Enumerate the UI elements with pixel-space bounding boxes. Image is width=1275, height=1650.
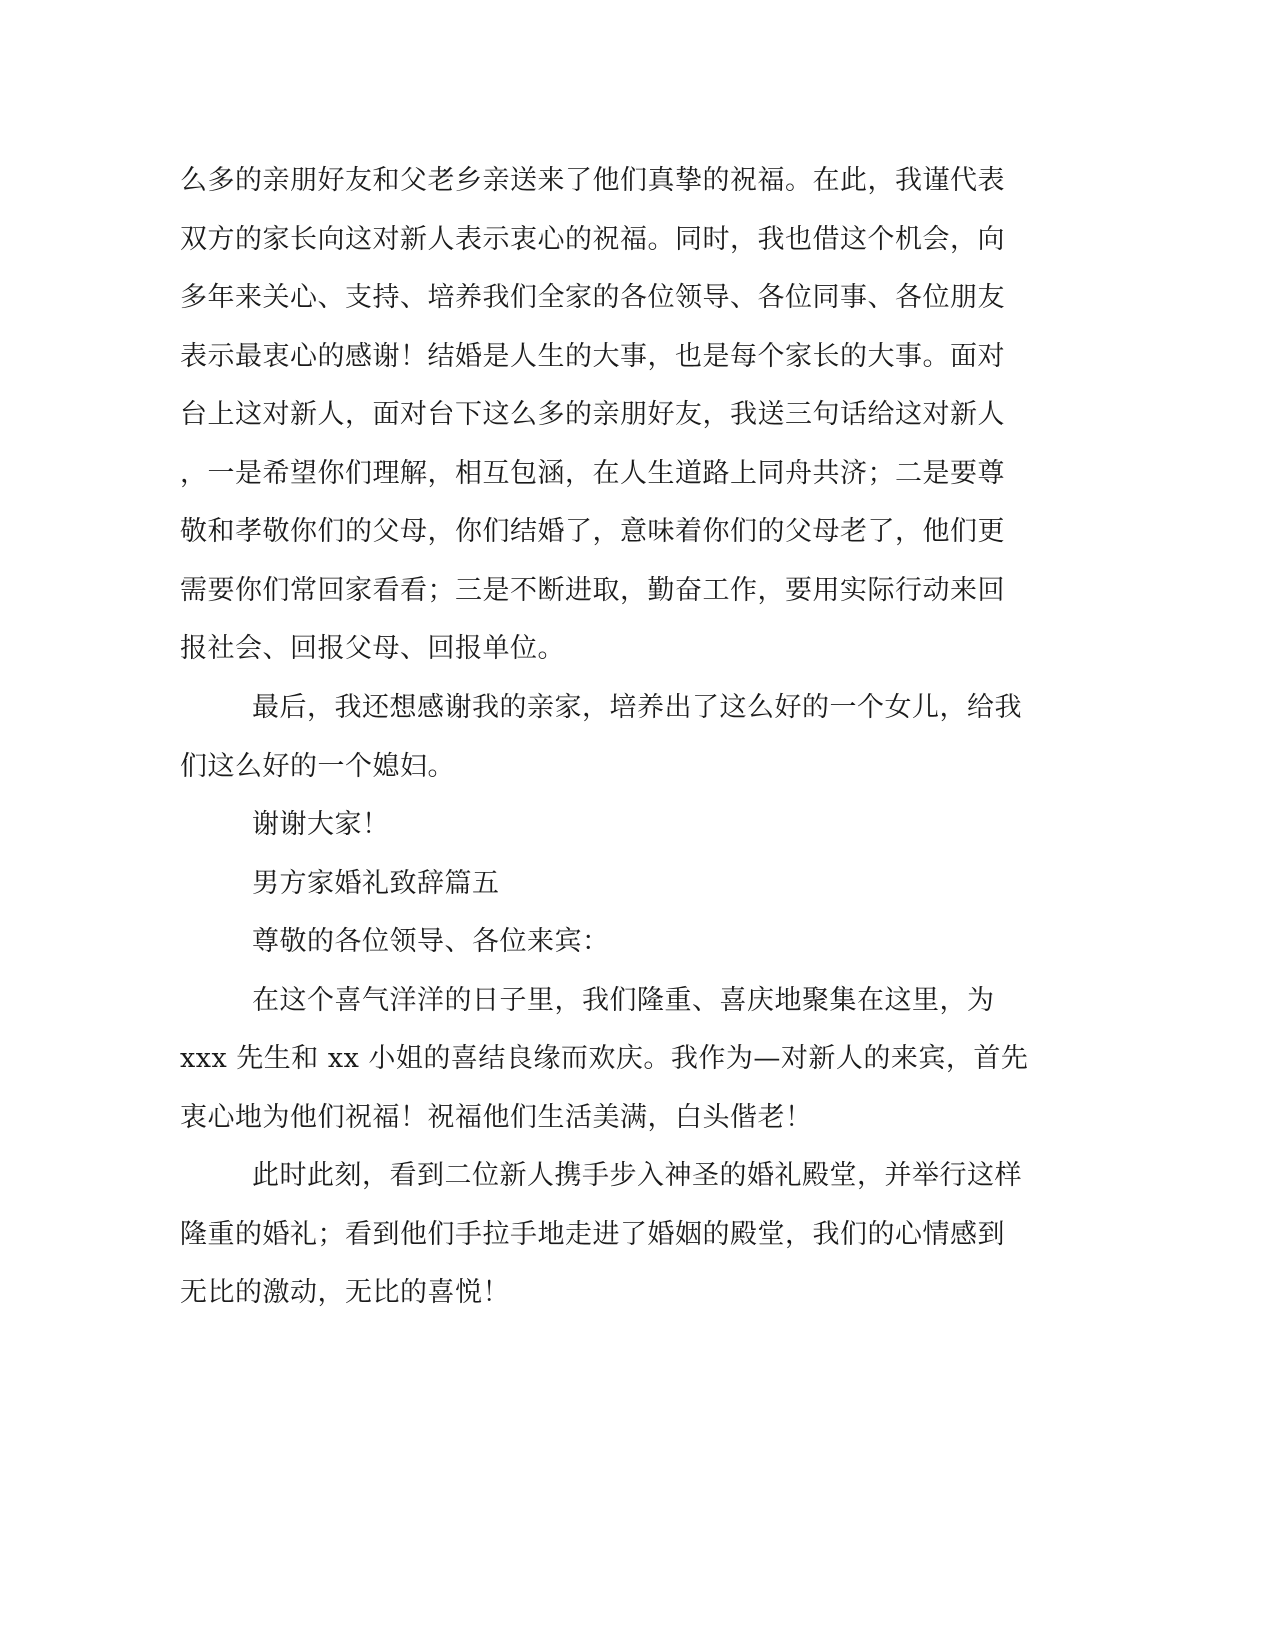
paragraph-first-line: 最后，我还想感谢我的亲家，培养出了这么好的一个女儿，给我 [252, 692, 1022, 723]
text-line: 么多的亲朋好友和父老乡亲送来了他们真挚的祝福。在此，我谨代表 [180, 165, 1005, 196]
text-line: 敬和孝敬你们的父母，你们结婚了，意味着你们的父母老了，他们更 [180, 516, 1005, 547]
salutation: 尊敬的各位领导、各位来宾： [252, 926, 610, 957]
text-line: 表示最衷心的感谢！结婚是人生的大事，也是每个家长的大事。面对 [180, 341, 1005, 372]
paragraph-first-line: 此时此刻，看到二位新人携手步入神圣的婚礼殿堂，并举行这样 [252, 1160, 1022, 1191]
text-line: 无比的激动，无比的喜悦！ [180, 1277, 510, 1308]
text-line: 们这么好的一个媳妇。 [180, 751, 455, 782]
text-line: 多年来关心、支持、培养我们全家的各位领导、各位同事、各位朋友 [180, 282, 1005, 313]
closing-thanks: 谢谢大家！ [252, 809, 390, 840]
text-line: 报社会、回报父母、回报单位。 [180, 633, 565, 664]
section-heading: 男方家婚礼致辞篇五 [252, 868, 500, 899]
paragraph-first-line: 在这个喜气洋洋的日子里，我们隆重、喜庆地聚集在这里，为 [252, 985, 995, 1016]
text-line: 衷心地为他们祝福！祝福他们生活美满，白头偕老！ [180, 1102, 813, 1133]
text-line: 隆重的婚礼；看到他们手拉手地走进了婚姻的殿堂，我们的心情感到 [180, 1219, 1005, 1250]
text-line: 双方的家长向这对新人表示衷心的祝福。同时，我也借这个机会，向 [180, 224, 1005, 255]
text-line: ，一是希望你们理解，相互包涵，在人生道路上同舟共济；二是要尊 [180, 458, 1005, 489]
text-line: 台上这对新人，面对台下这么多的亲朋好友，我送三句话给这对新人 [180, 399, 1005, 430]
text-line: 需要你们常回家看看；三是不断进取，勤奋工作，要用实际行动来回 [180, 575, 1005, 606]
text-line: xxx 先生和 xx 小姐的喜结良缘而欢庆。我作为—对新人的来宾，首先 [180, 1043, 1029, 1074]
